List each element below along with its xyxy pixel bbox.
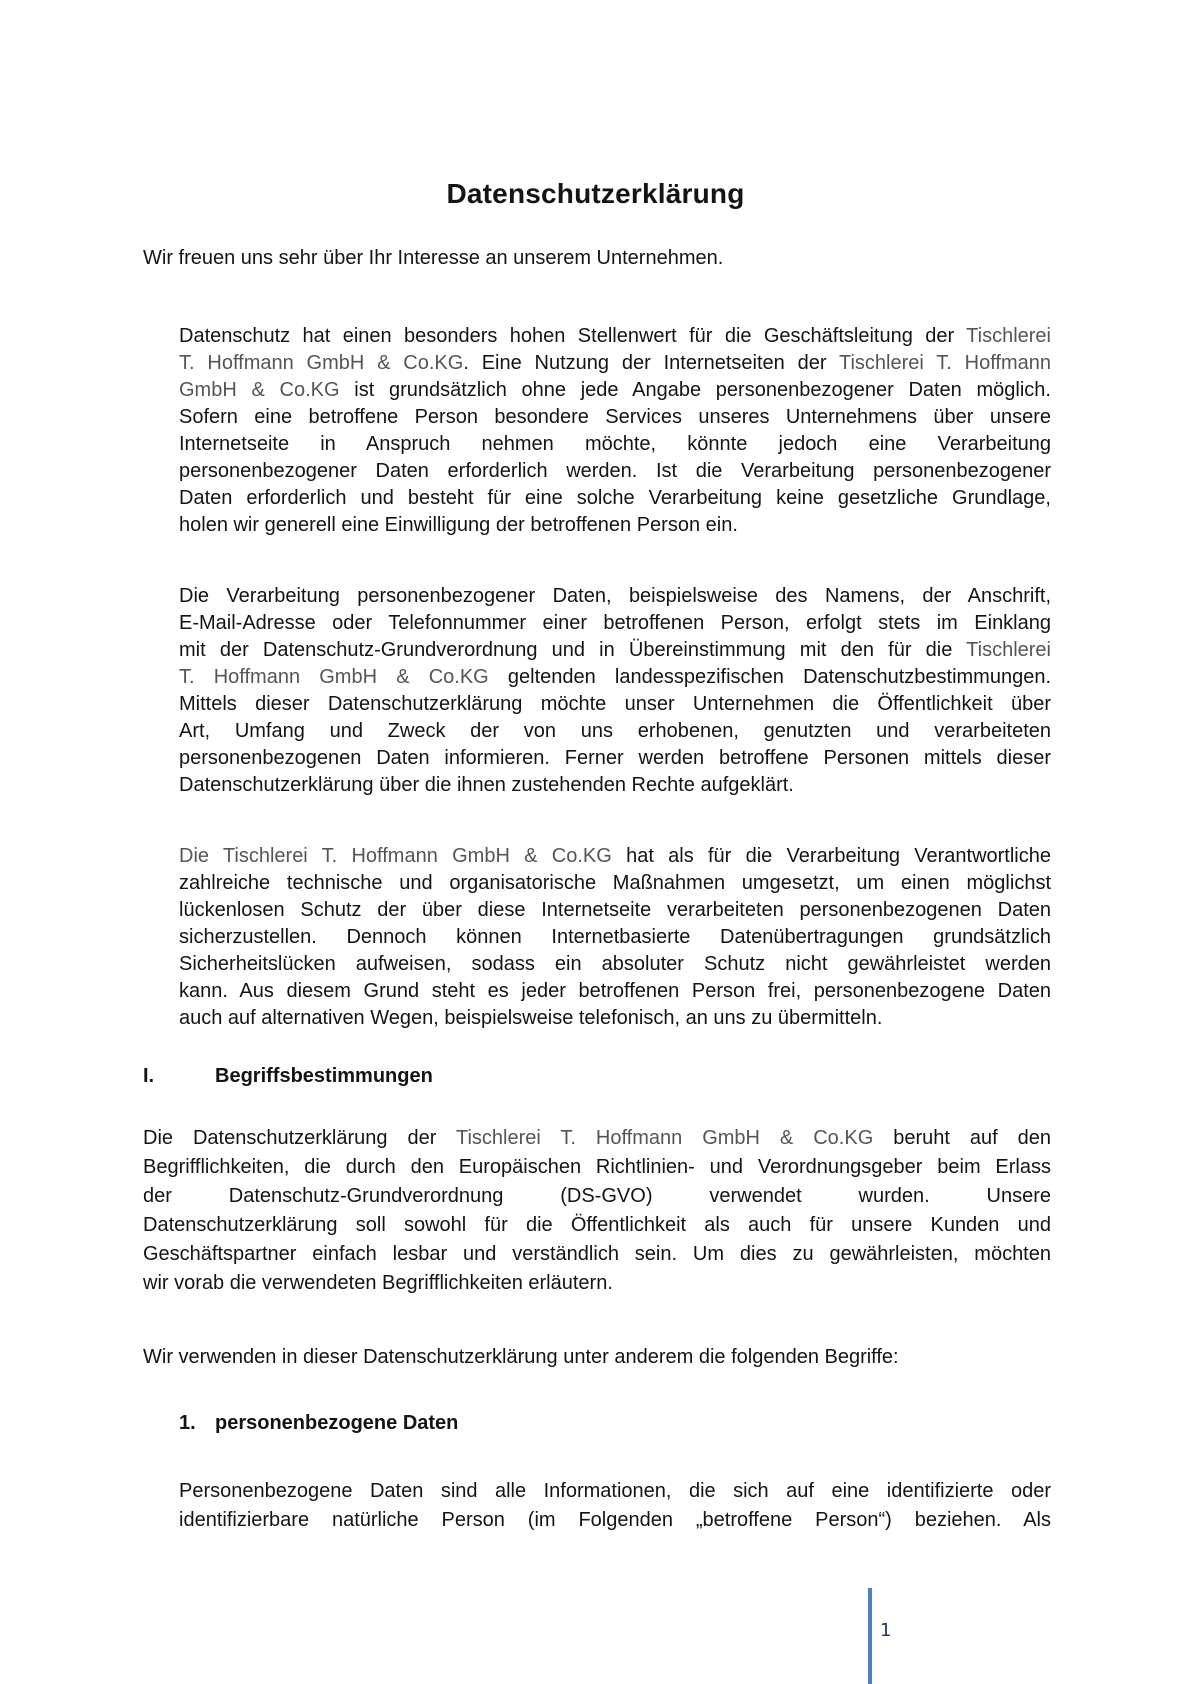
paragraph-line: auch auf alternativen Wegen, beispielsweise telefonisch, an uns zu übermitteln. bbox=[179, 1007, 883, 1029]
document-title: Datenschutzerklärung bbox=[446, 178, 745, 209]
paragraph-line: Die Datenschutzerklärung der Tischlerei T. Hoffmann GmbH & Co.KG beruht auf den bbox=[143, 1127, 1051, 1149]
paragraph-line: Geschäftspartner einfach lesbar und verständlich sein. Um dies zu gewährleisten, möchten bbox=[143, 1243, 1051, 1265]
paragraph-line: T. Hoffmann GmbH & Co.KG. Eine Nutzung der Internetseiten der Tischlerei T. Hoffmann bbox=[179, 352, 1051, 374]
paragraph-line: E-Mail-Adresse oder Telefonnummer einer betroffenen Person, erfolgt stets im Einklang bbox=[179, 612, 1051, 634]
paragraph-line: Internetseite in Anspruch nehmen möchte, könnte jedoch eine Verarbeitung bbox=[179, 433, 1051, 455]
intro-paragraph: Wir freuen uns sehr über Ihr Interesse an unserem Unternehmen. bbox=[143, 247, 724, 269]
paragraph-line: Wir verwenden in dieser Datenschutzerklärung unter anderem die folgenden Begriffe: bbox=[143, 1346, 899, 1368]
paragraph-line: Die Verarbeitung personenbezogener Daten, beispielsweise des Namens, der Anschrift, bbox=[179, 585, 1051, 607]
paragraph-line: wir vorab die verwendeten Begrifflichkeiten erläutern. bbox=[143, 1272, 613, 1294]
section-title: Begriffsbestimmungen bbox=[215, 1065, 433, 1087]
subsection-number: 1. bbox=[179, 1412, 196, 1434]
page-number-bar bbox=[868, 1588, 872, 1684]
paragraph-line: T. Hoffmann GmbH & Co.KG geltenden landesspezifischen Datenschutzbestimmungen. bbox=[179, 666, 1052, 688]
paragraph-line: holen wir generell eine Einwilligung der betroffenen Person ein. bbox=[179, 514, 738, 536]
paragraph-line: Begrifflichkeiten, die durch den Europäischen Richtlinien- und Verordnungsgeber beim Erlass bbox=[143, 1156, 1051, 1178]
paragraph-line: identifizierbare natürliche Person (im Folgenden „betroffene Person“) beziehen. Als bbox=[179, 1509, 1051, 1531]
paragraph-line: Sicherheitslücken aufweisen, sodass ein absoluter Schutz nicht gewährleistet werden bbox=[179, 953, 1051, 975]
paragraph-line: Datenschutzerklärung über die ihnen zustehenden Rechte aufgeklärt. bbox=[179, 774, 794, 796]
paragraph-line: Die Tischlerei T. Hoffmann GmbH & Co.KG hat als für die Verarbeitung Verantwortliche bbox=[179, 845, 1051, 867]
page-number: 1 bbox=[880, 1620, 892, 1641]
paragraph-line: der Datenschutz-Grundverordnung (DS-GVO) verwendet wurden. Unsere bbox=[143, 1185, 1051, 1207]
subsection-title: personenbezogene Daten bbox=[215, 1412, 459, 1434]
section-number: I. bbox=[143, 1065, 155, 1087]
paragraph-line: Mittels dieser Datenschutzerklärung möchte unser Unternehmen die Öffentlichkeit über bbox=[179, 693, 1051, 715]
paragraph-line: GmbH & Co.KG ist grundsätzlich ohne jede Angabe personenbezogener Daten möglich. bbox=[179, 379, 1051, 401]
paragraph-line: personenbezogener Daten erforderlich werden. Ist die Verarbeitung personenbezogener bbox=[179, 460, 1051, 482]
paragraph-line: sicherzustellen. Dennoch können Internetbasierte Datenübertragungen grundsätzlich bbox=[179, 926, 1051, 948]
paragraph-line: lückenlosen Schutz der über diese Internetseite verarbeiteten personenbezogenen Daten bbox=[179, 899, 1051, 921]
paragraph-line: Art, Umfang und Zweck der von uns erhobenen, genutzten und verarbeiteten bbox=[179, 720, 1051, 742]
paragraph-line: Sofern eine betroffene Person besondere Services unseres Unternehmens über unsere bbox=[179, 406, 1051, 428]
paragraph-line: mit der Datenschutz-Grundverordnung und in Übereinstimmung mit den für die Tischlerei bbox=[179, 639, 1051, 661]
paragraph-line: personenbezogenen Daten informieren. Ferner werden betroffene Personen mittels dieser bbox=[179, 747, 1051, 769]
paragraph-line: zahlreiche technische und organisatorische Maßnahmen umgesetzt, um einen möglichst bbox=[179, 872, 1051, 894]
paragraph-line: Datenschutz hat einen besonders hohen Stellenwert für die Geschäftsleitung der Tischlerei bbox=[179, 325, 1051, 347]
paragraph-line: kann. Aus diesem Grund steht es jeder betroffenen Person frei, personenbezogene Daten bbox=[179, 980, 1051, 1002]
paragraph-line: Daten erforderlich und besteht für eine solche Verarbeitung keine gesetzliche Grundlage, bbox=[179, 487, 1051, 509]
paragraph-line: Datenschutzerklärung soll sowohl für die Öffentlichkeit als auch für unsere Kunden und bbox=[143, 1214, 1051, 1236]
paragraph-line: Personenbezogene Daten sind alle Informationen, die sich auf eine identifizierte oder bbox=[179, 1480, 1051, 1502]
